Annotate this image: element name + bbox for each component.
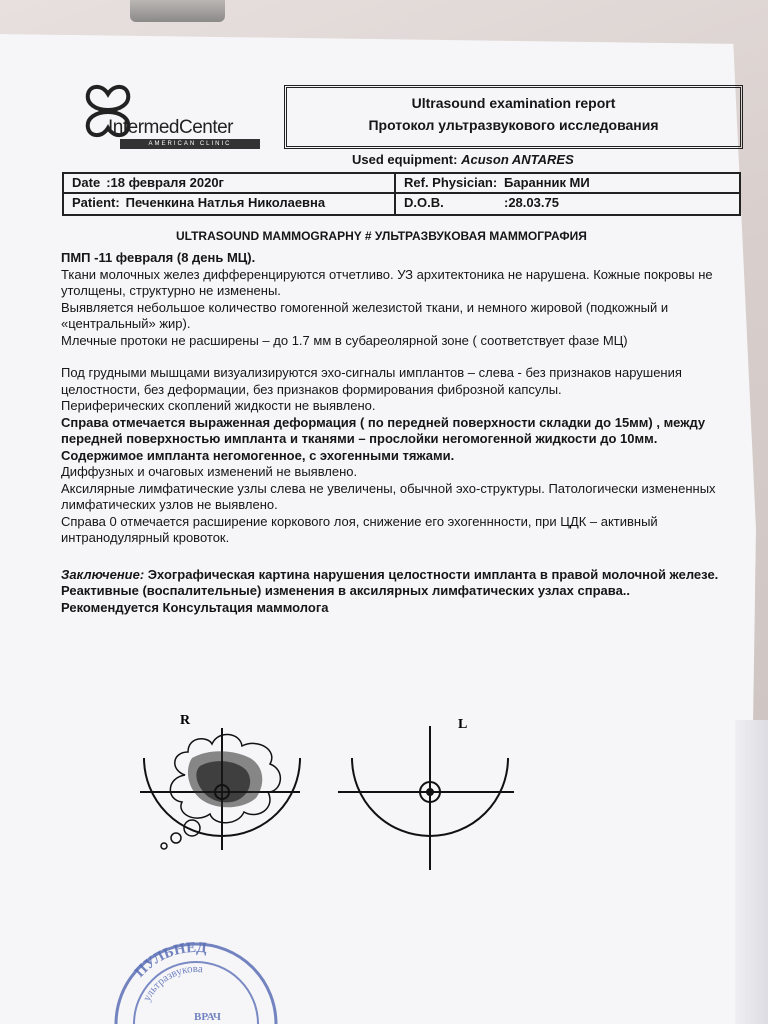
- dob-cell: [396, 194, 739, 214]
- physician-cell: [396, 174, 739, 194]
- report-heading: ULTRASOUND MAMMOGRAPHY # УЛЬТРАЗВУКОВАЯ МАММОГРАФИЯ: [176, 229, 587, 243]
- clinic-stamp: [112, 934, 282, 1024]
- equipment-value: Acuson ANTARES: [461, 152, 574, 167]
- logo-wordmark: IntermedCenter: [108, 117, 234, 138]
- lmp-line: ПМП -11 февраля (8 день МЦ).: [61, 250, 256, 265]
- dob-value: :28.03.75: [504, 195, 559, 210]
- recommendation: [61, 600, 741, 617]
- equipment-label: Used equipment:: [352, 152, 458, 167]
- patient-cell: [64, 194, 396, 214]
- physician-label: Ref. Physician:: [404, 175, 498, 190]
- equipment-line: [352, 152, 574, 167]
- recommendation-label: Рекомендуется: [61, 599, 159, 615]
- patient-value: Печенкина Натлья Николаевна: [125, 195, 326, 210]
- patient-label: Patient:: [72, 195, 120, 210]
- recommendation-text: Консультация маммолога: [158, 599, 329, 615]
- paragraph-lymph-left: Аксилярные лимфатические узлы слева не увеличены, обычной эхо-структуры. Патологически измененных лимфатических узлов не выявлено.: [61, 480, 716, 512]
- date-cell: [64, 174, 396, 194]
- date-label: Date: [72, 175, 101, 190]
- title-english: Ultrasound examination report: [411, 95, 616, 111]
- paragraph-deformation: Справа отмечается выраженная деформация ( по передней поверхности складки до 15мм) , между передней поверхностью импланта и тканями – прослойки негомогенной жидкости до 10мм. Содержимое импланта негомогенное, с эхогенными тяжами.: [61, 414, 706, 463]
- patient-info-table: [62, 172, 741, 216]
- dob-label: D.O.B.: [404, 195, 444, 210]
- right-breast-diagram: [140, 728, 300, 850]
- date-value: :18 февраля 2020г: [106, 175, 224, 190]
- right-breast-label: R: [180, 713, 191, 728]
- paragraph-glandular: Выявляется небольшое количество гомогенной железистой ткани, и немного жировой (подкожный и «центральный» жир).: [61, 299, 669, 331]
- physician-value: Баранник МИ: [504, 175, 590, 190]
- conclusion: [61, 567, 741, 600]
- conclusion-text: Эхографическая картина нарушения целостности импланта в правой молочной железе. Реактивные (воспалительные) изменения в аксилярных лимфатических узлах справа..: [61, 566, 719, 598]
- paragraph-lymph-right: Справа 0 отмечается расширение коркового лоя, снижение его эхогеннности, при ЦДК – активный интранодулярный кровоток.: [61, 513, 658, 545]
- conclusion-label: Заключение:: [61, 566, 145, 582]
- paragraph-implants: Под грудными мышцами визуализируются эхо-сигналы имплантов – слева - без признаков нарушения целостности, без деформации, без признаков формирования фиброзной капсулы.: [61, 365, 682, 397]
- paragraph-fluid: Периферических скоплений жидкости не выявлено.: [61, 398, 376, 413]
- stamp-text-bottom: ВРАЧ: [194, 1011, 221, 1023]
- paragraph-ducts: Млечные протоки не расширены – до 1.7 мм в субареолярной зоне ( соответствует фазе МЦ): [61, 332, 628, 348]
- report-title-box: [284, 85, 743, 149]
- stamp-text-mid: ультразвукова: [140, 962, 204, 1004]
- stamp-text-top: ПУЛЬНЕД: [131, 939, 208, 981]
- paragraph-diffuse: Диффузных и очаговых изменений не выявлено.: [61, 464, 358, 479]
- report-body: [61, 250, 741, 616]
- breast-diagrams: [130, 700, 520, 880]
- logo-subtext: AMERICAN CLINIC: [120, 139, 260, 149]
- paragraph-tissue: Ткани молочных желез дифференцируются отчетливо. УЗ архитектоника не нарушена. Кожные покровы не утолщены, структурно не изменены.: [61, 266, 713, 298]
- left-breast-diagram: [338, 726, 514, 870]
- left-breast-label: L: [458, 717, 468, 732]
- title-russian: Протокол ультразвукового исследования: [368, 117, 659, 133]
